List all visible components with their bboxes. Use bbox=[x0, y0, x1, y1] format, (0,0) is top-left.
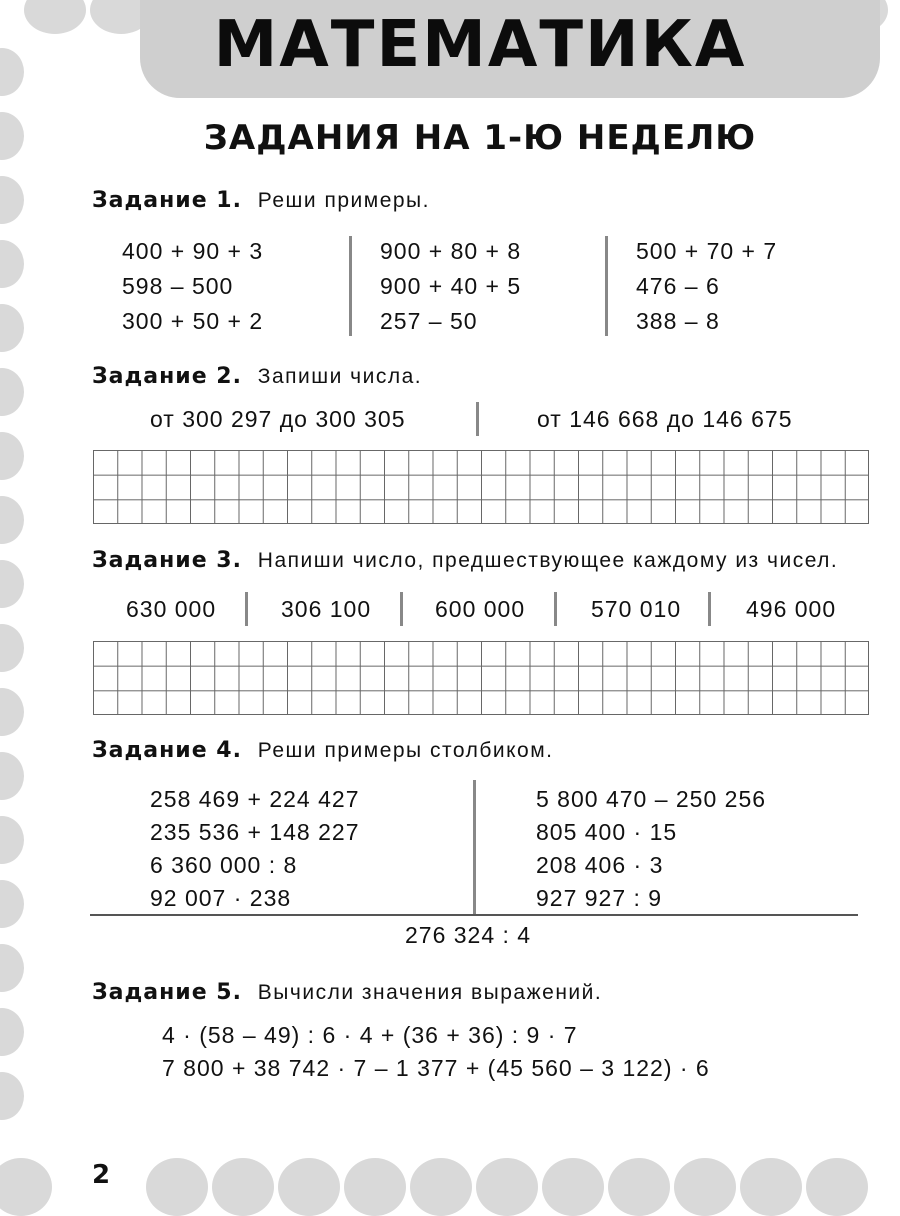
number: 600 000 bbox=[435, 596, 526, 622]
divider-line bbox=[90, 914, 858, 916]
border-bump bbox=[608, 1158, 670, 1216]
example: 388 – 8 bbox=[636, 308, 720, 334]
border-bump bbox=[0, 688, 24, 736]
example: 258 469 + 224 427 bbox=[150, 786, 360, 812]
border-bump bbox=[0, 368, 24, 416]
task-instruction: Напиши число, предшествующее каждому из чисел. bbox=[257, 549, 839, 572]
column-divider bbox=[473, 780, 476, 914]
border-bump bbox=[0, 624, 24, 672]
border-bump bbox=[344, 1158, 406, 1216]
task-1-heading bbox=[92, 188, 430, 213]
example: 500 + 70 + 7 bbox=[636, 238, 778, 264]
example: 300 + 50 + 2 bbox=[122, 308, 264, 334]
number: 570 010 bbox=[591, 596, 682, 622]
border-bump bbox=[0, 880, 24, 928]
example: 900 + 40 + 5 bbox=[380, 273, 522, 299]
column-divider bbox=[554, 592, 557, 626]
task-instruction: Вычисли значения выражений. bbox=[257, 981, 603, 1004]
example: 476 – 6 bbox=[636, 273, 720, 299]
border-bump bbox=[674, 1158, 736, 1216]
column-divider bbox=[400, 592, 403, 626]
number: 306 100 bbox=[281, 596, 372, 622]
example: 598 – 500 bbox=[122, 273, 234, 299]
number: 496 000 bbox=[746, 596, 837, 622]
task-5-heading bbox=[92, 980, 602, 1005]
border-bump bbox=[542, 1158, 604, 1216]
column-divider bbox=[605, 236, 608, 336]
border-bump bbox=[476, 1158, 538, 1216]
border-bump bbox=[146, 1158, 208, 1216]
border-bump bbox=[0, 304, 24, 352]
border-bump bbox=[740, 1158, 802, 1216]
task-label: Задание 1. bbox=[92, 188, 242, 213]
page-title: МАТЕМАТИКА bbox=[213, 8, 747, 82]
task-label: Задание 3. bbox=[92, 548, 242, 573]
border-bump bbox=[0, 496, 24, 544]
border-bump bbox=[0, 432, 24, 480]
page-number: 2 bbox=[92, 1160, 111, 1190]
border-bump bbox=[410, 1158, 472, 1216]
border-bump bbox=[0, 176, 24, 224]
border-bump bbox=[0, 240, 24, 288]
task-instruction: Реши примеры столбиком. bbox=[257, 739, 554, 762]
expression: 7 800 + 38 742 · 7 – 1 377 + (45 560 – 3 122) · 6 bbox=[162, 1055, 710, 1081]
column-divider bbox=[349, 236, 352, 336]
example: 92 007 · 238 bbox=[150, 885, 292, 911]
example: 208 406 · 3 bbox=[536, 852, 664, 878]
example: 805 400 · 15 bbox=[536, 819, 678, 845]
answer-grid[interactable] bbox=[93, 450, 869, 524]
example: 276 324 : 4 bbox=[405, 922, 532, 948]
example: 235 536 + 148 227 bbox=[150, 819, 360, 845]
example: 257 – 50 bbox=[380, 308, 478, 334]
border-bump bbox=[0, 944, 24, 992]
answer-grid[interactable] bbox=[93, 641, 869, 715]
example: 900 + 80 + 8 bbox=[380, 238, 522, 264]
column-divider bbox=[245, 592, 248, 626]
example: 927 927 : 9 bbox=[536, 885, 663, 911]
task-instruction: Запиши числа. bbox=[257, 365, 423, 388]
border-bump bbox=[212, 1158, 274, 1216]
example: 5 800 470 – 250 256 bbox=[536, 786, 767, 812]
border-bump bbox=[278, 1158, 340, 1216]
border-bump bbox=[806, 1158, 868, 1216]
task-label: Задание 2. bbox=[92, 364, 242, 389]
task-3-heading bbox=[92, 548, 838, 573]
example: 400 + 90 + 3 bbox=[122, 238, 264, 264]
example: 6 360 000 : 8 bbox=[150, 852, 298, 878]
expression: 4 · (58 – 49) : 6 · 4 + (36 + 36) : 9 · 7 bbox=[162, 1022, 578, 1048]
number-range: от 300 297 до 300 305 bbox=[150, 406, 406, 432]
task-label: Задание 4. bbox=[92, 738, 242, 763]
border-bump bbox=[0, 1072, 24, 1120]
page-subtitle: ЗАДАНИЯ НА 1-Ю НЕДЕЛЮ bbox=[203, 118, 757, 158]
column-divider bbox=[708, 592, 711, 626]
border-bump bbox=[0, 816, 24, 864]
task-2-heading bbox=[92, 364, 422, 389]
column-divider bbox=[476, 402, 479, 436]
border-bump bbox=[0, 560, 24, 608]
border-bump bbox=[0, 1158, 52, 1216]
task-4-heading bbox=[92, 738, 553, 763]
border-bump bbox=[0, 1008, 24, 1056]
number-range: от 146 668 до 146 675 bbox=[537, 406, 793, 432]
task-label: Задание 5. bbox=[92, 980, 242, 1005]
task-instruction: Реши примеры. bbox=[257, 189, 430, 212]
border-bump bbox=[0, 752, 24, 800]
number: 630 000 bbox=[126, 596, 217, 622]
